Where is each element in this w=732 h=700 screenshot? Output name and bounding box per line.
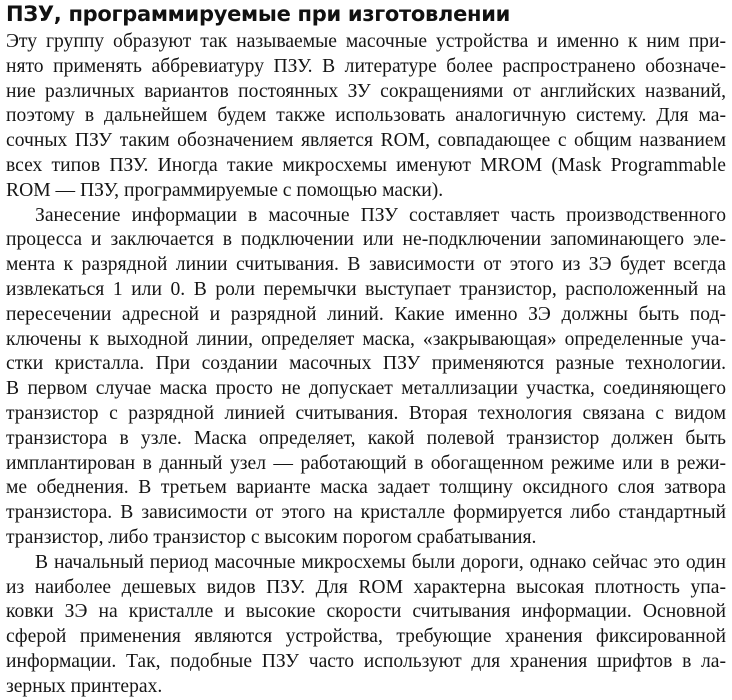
paragraph-line: зерных принтерах.	[6, 675, 163, 697]
section-heading: ПЗУ, программируемые при изготовлении	[6, 2, 511, 26]
paragraph-2	[6, 204, 726, 551]
paragraph-line: сферой применения являются устройства, требующие хранения фиксированной	[6, 626, 726, 648]
paragraph-1	[6, 30, 726, 204]
paragraph-line: информации. Так, подобные ПЗУ часто используют для хранения шрифтов в ла-	[6, 650, 726, 672]
paragraph-line: ние различных вариантов постоянных ЗУ сокращениями от английских названий,	[6, 80, 726, 102]
paragraph-line: Эту группу образуют так называемые масочные устройства и именно к ним при-	[6, 31, 726, 52]
paragraph-line: имплантирован в данный узел — работающий в обогащенном режиме или в режи-	[6, 452, 726, 474]
paragraph-line: В начальный период масочные микросхемы были дороги, однако сейчас это один	[35, 551, 726, 573]
paragraph-line: поэтому в дальнейшем будем также использовать аналогичную систему. Для ма-	[6, 105, 726, 127]
paragraph-line: Занесение информации в масочные ПЗУ составляет часть производственного	[35, 204, 726, 226]
paragraph-line: ме обеднения. В третьем варианте маска задает толщину оксидного слоя затвора	[6, 477, 726, 499]
paragraph-line: мента к разрядной линии считывания. В зависимости от этого из ЗЭ будет всегда	[6, 254, 726, 276]
paragraph-line: В первом случае маска просто не допускает металлизации участка, соединяющего	[6, 378, 726, 400]
paragraph-line: ковки ЗЭ на кристалле и высокие скорости считывания информации. Основной	[6, 601, 726, 623]
paragraph-line: извлекаться 1 или 0. В роли перемычки выступает транзистор, расположенный на	[6, 278, 726, 300]
paragraph-line: пересечении адресной и разрядной линий. Какие именно ЗЭ должны быть под-	[6, 303, 726, 325]
paragraph-line: нято применять аббревиатуру ПЗУ. В литературе более распространено обозначе-	[6, 55, 726, 77]
paragraph-line: процесса и заключается в подключении или не-подключении запоминающего эле-	[6, 229, 726, 251]
paragraph-line: из наиболее дешевых видов ПЗУ. Для ROM характерна высокая плотность упа-	[6, 576, 726, 598]
paragraph-3	[6, 551, 726, 700]
paragraph-line: транзистор, либо транзистор с высоким порогом срабатывания.	[6, 526, 537, 548]
paragraph-line: транзистора в узле. Маска определяет, какой полевой транзистор должен быть	[6, 427, 726, 449]
paragraph-line: стки кристалла. При создании масочных ПЗУ применяются разные технологии.	[6, 353, 726, 375]
paragraph-line: сочных ПЗУ таким обозначением является ROM, совпадающее с общим названием	[6, 130, 726, 152]
paragraph-line: транзистора. В зависимости от этого на кристалле формируется либо стандартный	[6, 502, 726, 524]
paragraph-line: ROM — ПЗУ, программируемые с помощью маски).	[6, 179, 444, 201]
paragraph-line: транзистор с разрядной линией считывания. Вторая технология связана с видом	[6, 402, 726, 424]
paragraph-line: ключены к выходной линии, определяет маска, «закрывающая» определенные уча-	[6, 328, 726, 350]
paragraph-line: всех типов ПЗУ. Иногда такие микросхемы именуют MROM (Mask Programmable	[6, 154, 726, 176]
